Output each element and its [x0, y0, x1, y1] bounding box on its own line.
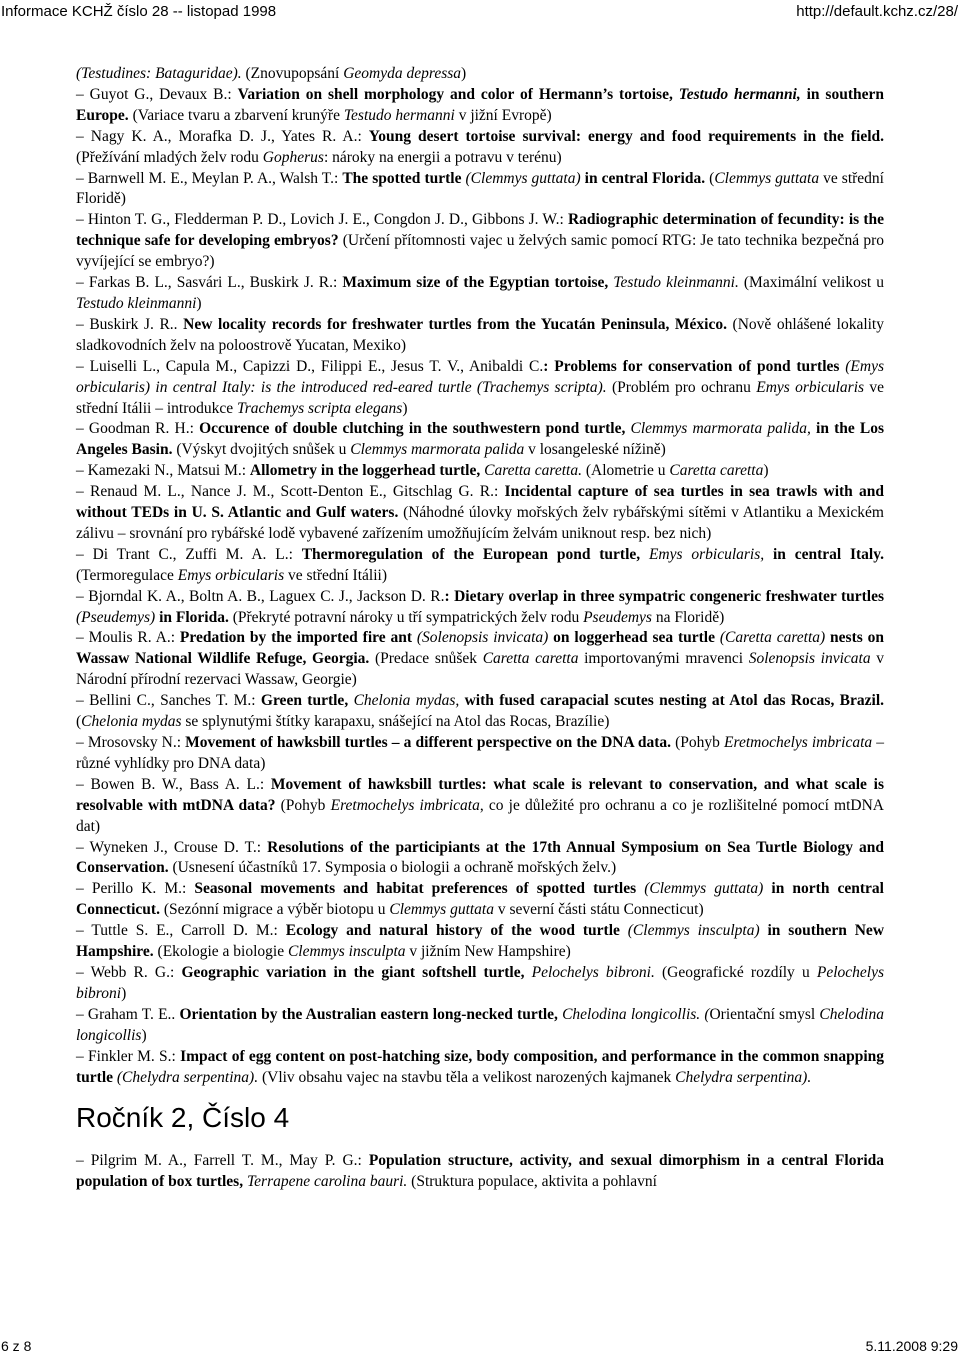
entry-text-run: Kamezaki N., Matsui M.: — [87, 462, 250, 480]
entry-text-run: (Výskyt dvojitých snůšek u — [172, 441, 351, 459]
entry-text-run: : Problems for conservation of pond turtles — [543, 357, 846, 375]
entry-text-run: Caretta caretta. — [484, 462, 582, 480]
entry-text-run: Gopherus — [262, 148, 324, 166]
bibliography-entry — [76, 733, 884, 775]
entry-text-run: Bowen B. W., Bass A. L.: — [90, 775, 271, 793]
entry-text-run: Pilgrim M. A., Farrell T. M., May P. G.: — [90, 1152, 369, 1170]
entry-text-run: Chelonia mydas — [81, 713, 182, 731]
entry-text-run: (Geografické rozdíly u — [654, 963, 817, 981]
entry-text-run: Population structure, activity, and sexual dimorphism in a central Florida population of box turtles, — [76, 1152, 885, 1191]
entry-text-run: – různé vyhlídky pro DNA data) — [76, 734, 884, 772]
entry-text-run: Ecology and natural history of the wood turtle — [285, 922, 628, 940]
entry-text-run: Moulis R. A.: — [88, 629, 180, 647]
entry-text-run: Bellini C., Sanches T. M.: — [89, 692, 261, 710]
entry-text-run: Clemmys guttata — [389, 901, 494, 919]
entry-text-run: Maximum size of the Egyptian tortoise, — [342, 274, 614, 292]
bibliography-entry — [76, 127, 884, 169]
entry-text-run: Perillo K. M.: — [91, 880, 195, 898]
entry-text-run: Renaud M. L., Nance J. M., Scott-Denton E., Gitschlag G. R.: — [89, 483, 505, 501]
bibliography-entry — [76, 691, 884, 733]
entry-text-run: Luiselli L., Capula M., Capizzi D., Filippi E., Jesus T. V., Anibaldi C. — [89, 357, 544, 375]
entry-text-run: in the Los Angeles Basin. — [76, 420, 885, 459]
entry-text-run: Testudo hermanni — [343, 106, 455, 124]
section-heading: Ročník 2, Číslo 4 — [76, 1102, 290, 1134]
entry-text-run: (Struktura populace, aktivita a pohlavní — [407, 1173, 657, 1191]
bibliography-entry — [76, 628, 884, 691]
entry-text-run: ) — [402, 399, 408, 417]
entry-text-run: ( — [705, 169, 715, 187]
entry-text-run: Orientation by the Australian eastern long-necked turtle, — [179, 1005, 563, 1023]
entry-text-run: on loggerhead sea turtle — [548, 629, 720, 647]
entry-text-run: Impact of egg content on post-hatching size, body composition, and performance in the common snapping turtle — [76, 1047, 885, 1086]
entry-text-run: Mrosovsky N.: — [87, 734, 186, 751]
entry-text-run: Chelydra serpentina). — [675, 1068, 812, 1086]
bibliography-entry — [76, 545, 884, 587]
entry-text-run: (Testudines: Bataguridae). — [76, 65, 242, 82]
bibliography-entry — [76, 419, 884, 461]
entry-text-run: ) — [461, 65, 467, 82]
entry-text-run: v jižním New Hampshire) — [405, 943, 571, 961]
print-datetime: 5.11.2008 9:29 — [865, 1338, 958, 1354]
page-url: http://default.kchz.cz/28/ — [796, 3, 958, 20]
entry-text-run: v severní části státu Connecticut) — [494, 901, 704, 919]
entry-text-run: Nagy K. A., Morafka D. J., Yates R. A.: — [90, 127, 369, 145]
entry-text-run: Graham T. E.. — [87, 1005, 180, 1023]
entry-text-run: ) — [121, 984, 127, 1002]
entry-text-run: ) — [196, 294, 202, 312]
entry-text-run: (Usnesení účastníků 17. Symposia o biologii a ochraně mořských želv.) — [168, 859, 617, 877]
entry-text-run: Allometry in the loggerhead turtle, — [249, 462, 485, 480]
bibliography-entry — [76, 169, 884, 211]
entry-text-run: Caretta caretta — [669, 462, 764, 480]
entry-text-run: Predation by the imported fire ant — [179, 629, 417, 647]
bibliography-entry — [76, 315, 884, 357]
bibliography-entry — [76, 85, 884, 127]
entry-text-run: (Znovupopsání — [241, 65, 344, 82]
entry-text-run: Barnwell M. E., Meylan P. A., Walsh T.: — [87, 169, 343, 187]
entry-text-run: The spotted turtle — [342, 169, 466, 187]
entry-text-run: (Náhodné úlovky mořských želv rybářskými sítěmi v Atlantiku a Mexickém zálivu – srovnání pro rybářské lodě vybavené zařízením umožňujícím želvám uniknout resp. bez nich) — [76, 504, 884, 542]
entry-text-run: (Alometrie u — [581, 462, 670, 480]
entry-text-run: (Maximální velikost u — [738, 274, 885, 292]
entry-text-run: Incidental capture of sea turtles in sea trawls with and without TEDs in U. S. Atlantic and Gulf waters. — [76, 483, 885, 522]
entry-text-run: Radiographic determination of fecundity: is the technique safe for developing embryos? — [76, 211, 884, 250]
entry-text-run: v losangeleské nížině) — [524, 441, 666, 459]
entry-text-run: (Termoregulace — [76, 566, 178, 584]
entry-text-run: Variation on shell morphology and color of Hermann’s tortoise, — [237, 85, 679, 103]
entry-text-run: (Sezónní migrace a výběr biotopu u — [159, 901, 390, 919]
entry-text-run: Clemmys guttata — [714, 169, 820, 187]
entry-text-run: importovanými mravenci — [578, 650, 749, 668]
entry-text-run: Young desert tortoise survival: energy and food requirements in the field. — [368, 127, 885, 145]
entry-text-run: (Nově ohlášené lokality sladkovodních želv na poloostrově Yucatan, Mexiko) — [76, 315, 884, 354]
entry-text-run: (Překryté potravní nároky u tří sympatrických želv rodu — [228, 608, 584, 626]
bibliography-entry — [76, 461, 884, 482]
entry-text-run: ( — [76, 713, 82, 731]
entry-text-run: : Dietary overlap in three sympatric congeneric freshwater turtles — [444, 587, 885, 605]
entry-text-run: Clemmys insculpta — [287, 943, 406, 961]
entry-text-run: ve střední Itálii – introdukce — [76, 378, 884, 417]
entry-text-run: Wyneken J., Crouse D. T.: — [89, 838, 268, 856]
bibliography-entry — [76, 1005, 884, 1047]
bibliography-entry — [76, 838, 884, 880]
bibliography-entry — [76, 963, 884, 1005]
entry-text-run: in central Florida. — [580, 169, 706, 187]
entry-text-run: Caretta caretta — [482, 650, 579, 668]
entry-text-run: Movement of hawksbill turtles: what scale is relevant to conservation, and what scale is resolvable with mtDNA data? — [76, 775, 884, 814]
entry-text-run: in north central Connecticut. — [76, 880, 884, 919]
entry-text-run: Emys orbicularis, — [648, 545, 765, 563]
entry-text-run: v jižní Evropě) — [454, 106, 552, 124]
entry-text-run: (Clemmys guttata) — [465, 169, 581, 187]
bibliography-entry — [76, 1151, 884, 1193]
entry-text-run: (Predace snůšek — [369, 650, 483, 668]
entry-text-run: (Ekologie a biologie — [153, 943, 288, 961]
entry-text-run: Chelonia mydas, — [353, 692, 460, 710]
entry-text-run: Solenopsis invicata — [748, 650, 871, 668]
entry-text-run: Geographic variation in the giant softshell turtle, — [181, 963, 532, 981]
page-header — [0, 0, 960, 26]
entry-text-run: Clemmys marmorata palida — [350, 441, 525, 459]
entry-text-run: Goodman R. H.: — [88, 420, 200, 438]
entry-text-run: (Solenopsis invicata) — [416, 629, 549, 647]
bibliography-entry — [76, 482, 884, 545]
entry-text-run: : nároky na energii a potravu v terénu) — [323, 148, 562, 166]
entry-text-run: Geomyda depressa — [343, 65, 462, 82]
entry-text-run: Clemmys marmorata palida, — [630, 420, 811, 438]
entry-text-run: Pelochelys bibroni. — [531, 963, 655, 981]
entry-continuation — [76, 64, 884, 85]
entry-text-run: Movement of hawksbill turtles – a different perspective on the DNA data. — [185, 734, 672, 751]
entry-text-run: (Clemmys insculpta) — [627, 922, 760, 940]
entry-text-run: Bjorndal K. A., Boltn A. B., Laguex C. J., Jackson D. R. — [88, 587, 445, 605]
entry-text-run: Terrapene carolina bauri. — [246, 1173, 408, 1191]
entry-text-run: Tuttle S. E., Carroll D. M.: — [91, 922, 286, 940]
entry-text-run: Occurence of double clutching in the southwestern pond turtle, — [199, 420, 631, 438]
entry-text-run: Trachemys scripta elegans — [237, 399, 403, 417]
entry-text-run: (Variace tvaru a zbarvení krunýře — [128, 106, 344, 124]
entry-text-run: ve střední Floridě) — [76, 169, 884, 208]
entry-text-run: Finkler M. S.: — [88, 1047, 181, 1065]
bibliography-entry — [76, 210, 884, 273]
entry-text-run: (Chelydra serpentina). — [116, 1068, 259, 1086]
entry-text-run: Emys orbicularis — [756, 378, 865, 396]
entry-text-run: ) — [141, 1026, 147, 1044]
entry-text-run: (Určení přítomnosti vajec u želvých samic pomocí RTG: Je tato technika bezpečná pro vyvíjející se embryo?) — [76, 232, 885, 271]
entry-text-run: Farkas B. L., Sasvári L., Buskirk J. R.: — [88, 274, 343, 292]
bibliography-entry — [76, 587, 884, 629]
entry-text-run: ) — [763, 462, 769, 480]
entry-text-run: New locality records for freshwater turtles from the Yucatán Peninsula, México. — [183, 315, 727, 333]
entry-text-run: , co je důležité pro ochranu a co je rozlišitelné pomocí mtDNA dat) — [76, 796, 884, 835]
entry-text-run: Eretmochelys imbricata — [330, 796, 480, 814]
page-footer — [0, 1336, 960, 1356]
entry-text-run: Chelodina longicollis — [76, 1005, 884, 1044]
entry-text-run: in southern New Hampshire. — [76, 922, 885, 961]
page-title: Informace KCHŽ číslo 28 -- listopad 1998 — [1, 3, 277, 20]
entry-text-run: (Pohyb — [275, 796, 331, 814]
entry-text-run: Emys orbicularis — [177, 566, 285, 584]
entry-text-run: in central Italy. — [764, 545, 885, 563]
entry-text-run: Buskirk J. R.. — [89, 315, 184, 333]
entry-text-run: v Národní přírodní rezervaci Wassaw, Georgie) — [76, 650, 884, 689]
entry-text-run: ve střední Itálii) — [284, 566, 387, 584]
bibliography-entry — [76, 357, 884, 420]
bibliography-entry — [76, 921, 884, 963]
bibliography-entry — [76, 273, 884, 315]
bibliography-entry — [76, 775, 884, 838]
entry-text-run: Chelodina longicollis. ( — [562, 1005, 710, 1023]
entry-text-run: Pseudemys — [583, 608, 652, 626]
document-body — [76, 64, 884, 1193]
entry-text-run: Green turtle, — [260, 692, 354, 710]
entry-text-run: Pelochelys bibroni — [76, 963, 885, 1002]
entry-text-run: Seasonal movements and habitat preferences of spotted turtles — [194, 880, 645, 898]
entry-text-run: (Vliv obsahu vajec na stavbu těla a velikost narozených kajmanek — [258, 1068, 676, 1086]
entry-text-run: Testudo kleinmanni — [76, 294, 197, 312]
entry-text-run: na Floridě) — [651, 608, 725, 626]
entry-text-run: in southern Europe. — [76, 85, 884, 124]
entry-text-run: se splynutými štítky karapaxu, snášející na Atol das Rocas, Brazílie) — [181, 713, 610, 731]
entry-text-run: (Caretta caretta) — [719, 629, 826, 647]
entry-text-run: Hinton T. G., Fledderman P. D., Lovich J. E., Congdon J. D., Gibbons J. W.: — [87, 211, 568, 229]
bibliography-entry — [76, 1047, 884, 1089]
entry-text-run: Eretmochelys imbricata — [724, 734, 873, 751]
entry-text-run: (Přežívání mladých želv rodu — [76, 148, 263, 166]
entry-text-run: Testudo hermanni, — [678, 85, 801, 103]
entry-text-run: Di Trant C., Zuffi M. A. L.: — [92, 545, 302, 563]
entry-text-run: (Problém pro ochranu — [606, 378, 757, 396]
page-number: 6 z 8 — [1, 1338, 32, 1354]
entry-text-run: (Pseudemys) — [76, 608, 156, 626]
entry-text-run: (Clemmys guttata) — [644, 880, 764, 898]
entry-text-run: Resolutions of the participiants at the 17th Annual Symposium on Sea Turtle Biology and Conservation. — [76, 838, 884, 877]
entry-text-run: Thermoregulation of the European pond turtle, — [301, 545, 649, 563]
entry-text-run: nests on Wassaw National Wildlife Refuge, Georgia. — [76, 629, 885, 668]
entry-text-run: Guyot G., Devaux B.: — [89, 85, 238, 103]
bibliography-entry — [76, 879, 884, 921]
entry-text-run: Orientační smysl — [709, 1005, 820, 1023]
entry-text-run: (Pohyb — [671, 734, 725, 751]
entry-text-run: in Florida. — [155, 608, 229, 626]
entry-text-run: Testudo kleinmanni. — [613, 274, 739, 292]
entry-text-run: (Emys orbicularis) in central Italy: is the introduced red-eared turtle (Trachemys scripta). — [76, 357, 885, 396]
entry-text-run: with fused carapacial scutes nesting at Atol das Rocas, Brazil. — [459, 692, 885, 710]
entry-text-run: Webb R. G.: — [90, 963, 182, 981]
